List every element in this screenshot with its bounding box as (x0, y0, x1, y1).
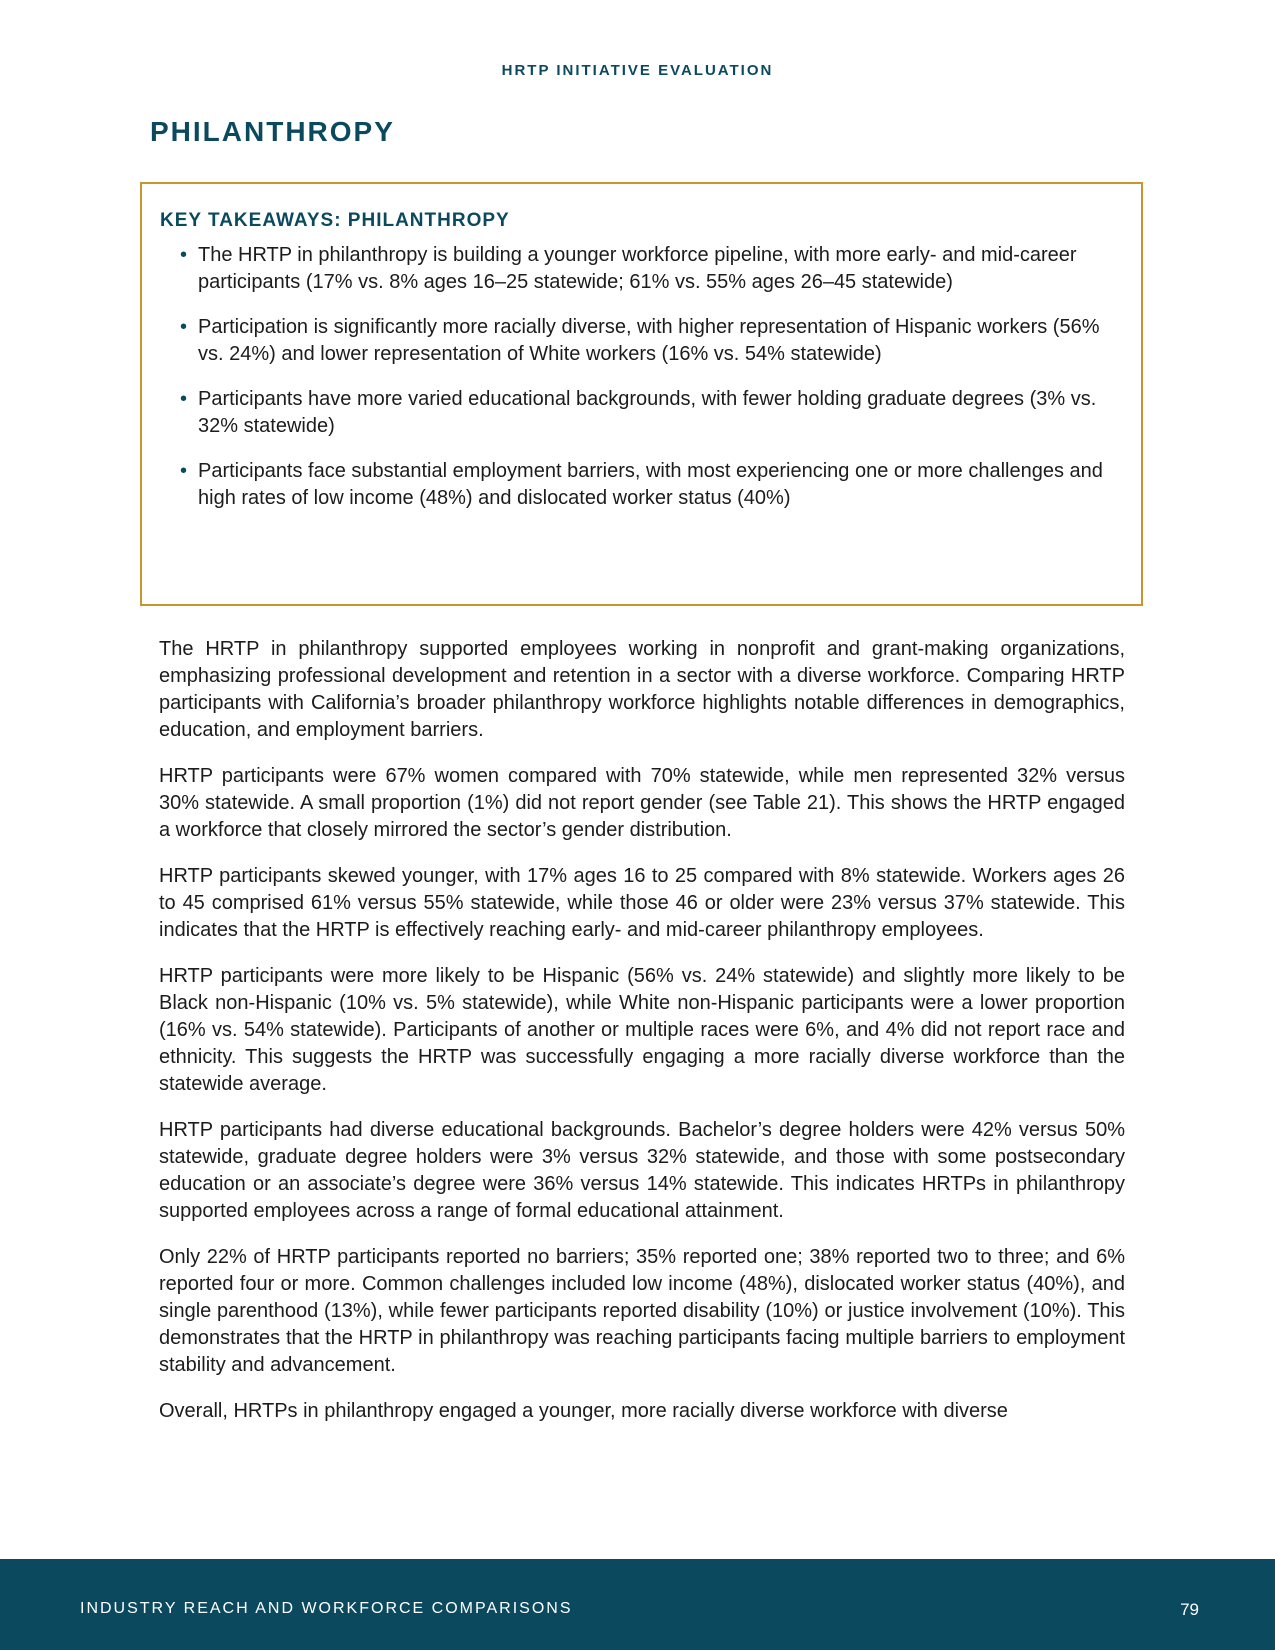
bullet-icon: • (180, 460, 188, 482)
takeaways-list (160, 242, 1103, 512)
body-paragraph: HRTP participants skewed younger, with 17% ages 16 to 25 compared with 8% statewide. Workers ages 26 to 45 comprised 61% versus 55% statewide, while those 46 or older were 23% versus 37% statewide. This indicates that the HRTP is effectively reaching early- and mid-career philanthropy employees. (159, 865, 1125, 941)
bullet-icon: • (180, 316, 188, 338)
takeaway-text: Participation is significantly more racially diverse, with higher representation of Hispanic workers (56% vs. 24%) and lower representation of White workers (16% vs. 54% statewide) (198, 316, 1100, 365)
page-number: 79 (1180, 1600, 1199, 1619)
takeaway-item (160, 314, 1103, 368)
body-paragraph: HRTP participants had diverse educational backgrounds. Bachelor’s degree holders were 42% versus 50% statewide, graduate degree holders were 3% versus 32% statewide, and those with some postsecondary education or an associate’s degree were 36% versus 14% statewide. This indicates HRTPs in philanthropy supported employees across a range of formal educational attainment. (159, 1119, 1125, 1222)
footer-bar (0, 1559, 1275, 1650)
body-paragraph: HRTP participants were more likely to be Hispanic (56% vs. 24% statewide) and slightly more likely to be Black non-Hispanic (10% vs. 5% statewide), while White non-Hispanic participants were a lower proportion (16% vs. 54% statewide). Participants of another or multiple races were 6%, and 4% did not report race and ethnicity. This suggests the HRTP was successfully engaging a more racially diverse workforce than the statewide average. (159, 965, 1125, 1095)
body-paragraph: Overall, HRTPs in philanthropy engaged a younger, more racially diverse workforce with diverse (159, 1400, 1008, 1422)
key-takeaways-box (140, 182, 1143, 606)
takeaway-item (160, 386, 1103, 440)
takeaways-heading: KEY TAKEAWAYS: PHILANTHROPY (160, 210, 510, 231)
takeaway-text: Participants have more varied educational backgrounds, with fewer holding graduate degrees (3% vs. 32% statewide) (198, 388, 1097, 437)
body-text (159, 636, 1125, 1444)
footer-label: INDUSTRY REACH AND WORKFORCE COMPARISONS (80, 1600, 573, 1617)
body-paragraph: HRTP participants were 67% women compared with 70% statewide, while men represented 32% versus 30% statewide. A small proportion (1%) did not report gender (see Table 21). This shows the HRTP engaged a workforce that closely mirrored the sector’s gender distribution. (159, 765, 1125, 841)
body-paragraph: Only 22% of HRTP participants reported no barriers; 35% reported one; 38% reported two to three; and 6% reported four or more. Common challenges included low income (48%), dislocated worker status (40%), and single parenthood (13%), while fewer participants reported disability (10%) or justice involvement (10%). This demonstrates that the HRTP in philanthropy was reaching participants facing multiple barriers to employment stability and advancement. (159, 1246, 1125, 1376)
takeaway-item (160, 458, 1103, 512)
bullet-icon: • (180, 244, 188, 266)
body-paragraph: The HRTP in philanthropy supported employees working in nonprofit and grant-making organizations, emphasizing professional development and retention in a sector with a diverse workforce. Comparing HRTP participants with California’s broader philanthropy workforce highlights notable differences in demographics, education, and employment barriers. (159, 638, 1125, 741)
takeaway-text: The HRTP in philanthropy is building a younger workforce pipeline, with more early- and mid-career participants (17% vs. 8% ages 16–25 statewide; 61% vs. 55% ages 26–45 statewide) (198, 244, 1077, 293)
takeaway-item (160, 242, 1103, 296)
bullet-icon: • (180, 388, 188, 410)
section-title: PHILANTHROPY (150, 116, 395, 147)
running-header: HRTP INITIATIVE EVALUATION (501, 62, 774, 79)
takeaway-text: Participants face substantial employment barriers, with most experiencing one or more challenges and high rates of low income (48%) and dislocated worker status (40%) (198, 460, 1103, 509)
